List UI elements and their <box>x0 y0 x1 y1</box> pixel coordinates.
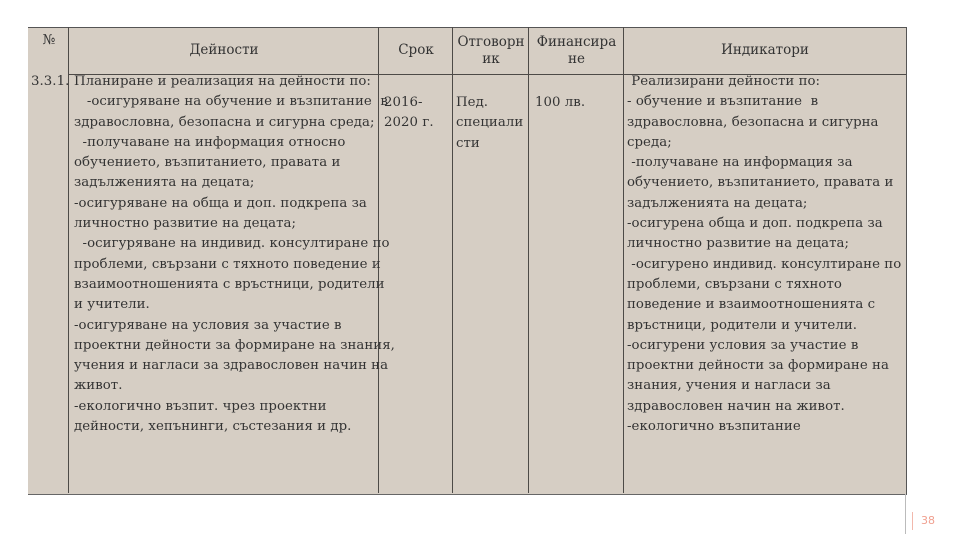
header-activities: Дейности <box>189 42 259 58</box>
header-number: № <box>42 32 56 48</box>
column-divider <box>68 27 69 493</box>
row-indicators: Реализирани дейности по: - обучение и възпитание в здравословна, безопасна и сигурна среда; -получаване на информация за обучението, възпитанието, правата и задълженията на децата; -осигурена обща и доп. подкрепа за личностно развитие на децата; -осигурено индивид. консултиране по проблеми, свързани с тяхното поведение и взаимоотношенията с връстници, родители и учители. -осигурени условия за участие в проектни дейности за формиране на знания, учения и нагласи за здравословен начин на живот. -екологично възпитание <box>627 74 902 435</box>
row-activities: Планиране и реализация на дейности по: -осигуряване на обучение и възпитание в здравословна, безопасна и сигурна среда; -получаване на информация относно обучението, възпитанието, правата и задълженията на децата; -осигуряване на обща и доп. подкрепа за личностно развитие на децата; -осигуряване на индивид. консултиране по проблеми, свързани с тяхното поведение и взаимоотношенията с връстници, родители и учители. -осигуряване на условия за участие в проектни дейности за формиране на знания, учения и нагласи за здравословен начин на живот. -екологично възпит. чрез проектни дейности, хепънинги, състезания и др. <box>74 74 395 435</box>
header-responsible: Отговорн ик <box>457 34 525 67</box>
header-indicators: Индикатори <box>721 42 809 58</box>
column-divider <box>623 27 624 493</box>
page-number: 38 <box>918 512 938 530</box>
page-number-divider <box>905 494 906 534</box>
column-divider <box>528 27 529 493</box>
row-term: 2016- 2020 г. <box>384 95 434 131</box>
row-responsible: Пед. специали сти <box>456 95 524 151</box>
column-divider <box>452 27 453 493</box>
row-number: 3.3.1. <box>31 74 70 89</box>
header-term: Срок <box>398 42 434 58</box>
header-financing: Финансира не <box>536 34 617 67</box>
row-financing: 100 лв. <box>535 95 586 110</box>
